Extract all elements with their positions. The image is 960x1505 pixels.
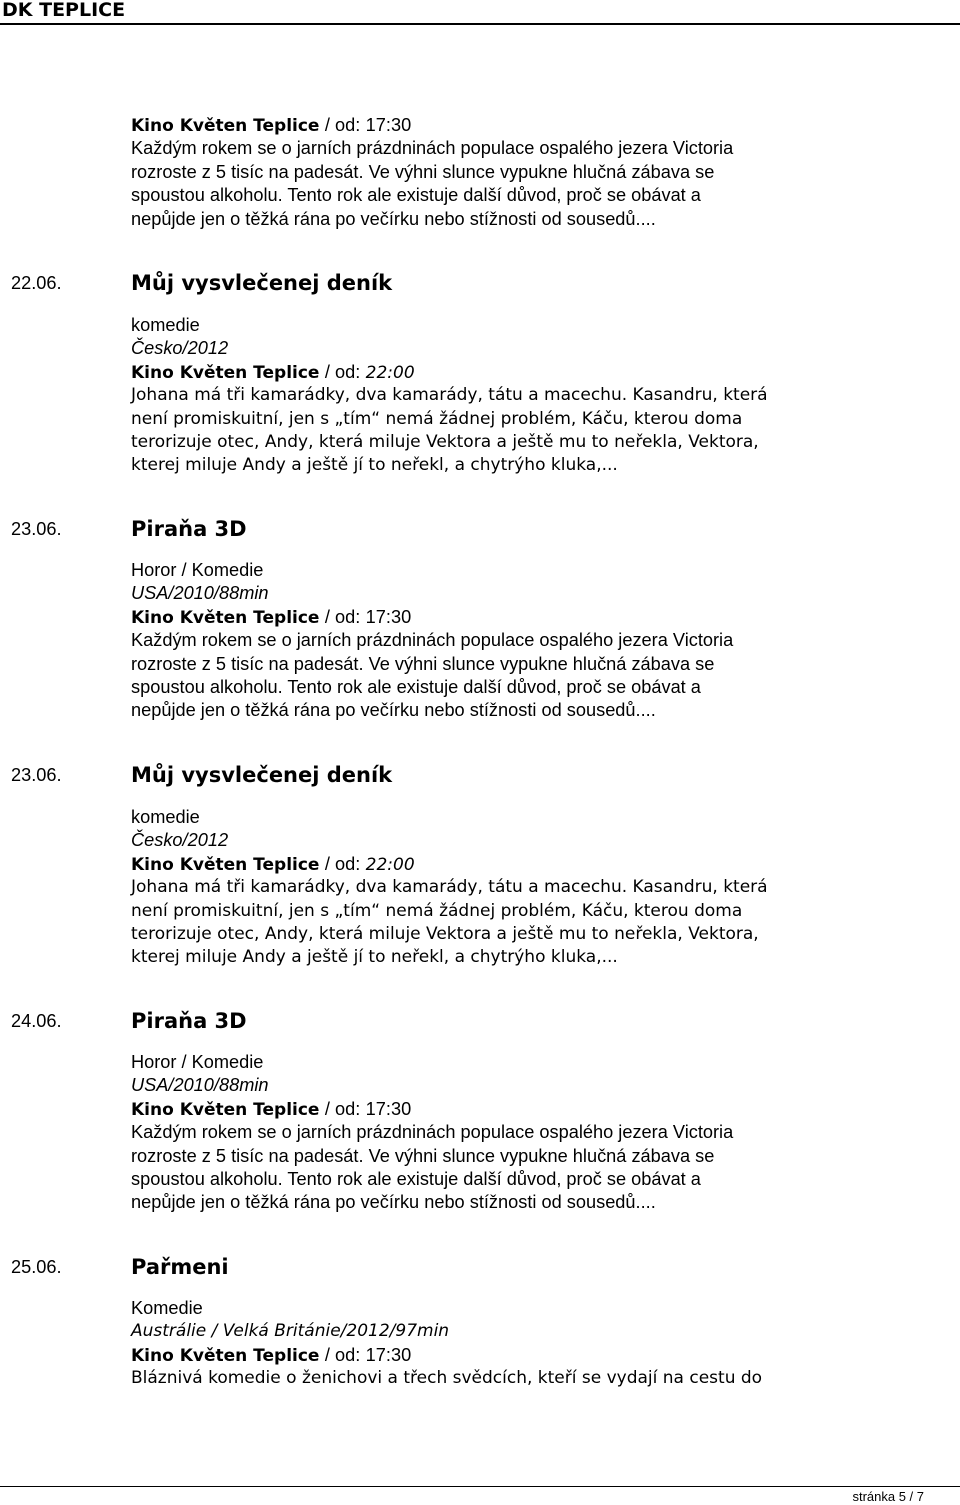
entry-date: 24.06. <box>11 1011 62 1031</box>
desc-line: Každým rokem se o jarních prázdninách populace ospalého jezera Victoria <box>131 630 734 651</box>
site-title: DK TEPLICE <box>2 0 126 21</box>
cinema-line <box>131 1098 931 1121</box>
continued-body <box>131 114 931 231</box>
entry-origin: Česko/2012 <box>131 338 229 359</box>
cinema-line <box>131 361 931 384</box>
desc-line: Každým rokem se o jarních prázdninách populace ospalého jezera Victoria <box>131 138 734 159</box>
show-time: 17:30 <box>365 1344 412 1365</box>
entry-title: Piraňa 3D <box>131 517 247 541</box>
desc-line: kterej miluje Andy a ještě jí to neřekl, a chytrýho kluka,... <box>131 455 618 476</box>
time-prefix: / od: <box>324 606 361 627</box>
desc-line: nepůjde jen o těžká rána po večírku nebo stížnosti od sousedů.... <box>131 1192 656 1213</box>
desc-line: Bláznivá komedie o ženichovi a třech svědcích, kteří se vydají na cestu do <box>131 1368 763 1389</box>
entry-title: Můj vysvlečenej deník <box>131 763 393 787</box>
entry-date: 22.06. <box>11 273 62 293</box>
desc-text: Johana má tři kamarádky, dva kamarády, tátu a macechu. Kasandru, která <box>131 385 768 406</box>
cinema-name: Kino Květen Teplice <box>131 1345 320 1366</box>
cinema-name: Kino Květen Teplice <box>131 607 320 628</box>
time-prefix: / od: <box>324 361 361 382</box>
show-time: 17:30 <box>365 115 412 135</box>
page-header <box>0 0 960 25</box>
entry-date: 23.06. <box>11 765 62 785</box>
time-prefix: / od: <box>324 1344 361 1365</box>
cinema-line <box>131 1344 931 1367</box>
desc-line: Každým rokem se o jarních prázdninách populace ospalého jezera Victoria <box>131 1122 734 1143</box>
desc-line: nepůjde jen o těžká rána po večírku nebo stížnosti od sousedů.... <box>131 208 656 229</box>
cinema-line <box>131 606 931 629</box>
entry-genre: komedie <box>131 807 200 827</box>
time-prefix: / od: <box>324 853 361 874</box>
entry-date: 25.06. <box>11 1257 62 1277</box>
cinema-line <box>131 853 931 876</box>
show-time: 17:30 <box>365 1098 412 1119</box>
desc-line: terorizuje otec, Andy, která miluje Vektora a ještě mu to neřekla, Vektora, <box>131 431 759 452</box>
entry-genre: komedie <box>131 315 200 335</box>
desc-line: není promiskuitní, jen s „tím“ nemá žádnej problém, Káču, kterou doma <box>131 408 743 429</box>
entry-title: Pařmeni <box>131 1255 229 1279</box>
desc-line: spoustou alkoholu. Tento rok ale existuje další důvod, proč se obávat a <box>131 1168 701 1189</box>
time-prefix: / od: <box>324 1098 361 1119</box>
entry-body <box>131 1051 931 1215</box>
entry-body <box>131 806 931 970</box>
entry-body <box>131 1297 931 1391</box>
entry-genre: Komedie <box>131 1298 203 1318</box>
entry-date: 23.06. <box>11 519 62 539</box>
entry-genre: Horor / Komedie <box>131 560 264 580</box>
entry-title: Můj vysvlečenej deník <box>131 271 393 295</box>
cinema-name: Kino Květen Teplice <box>131 854 320 875</box>
desc-line: rozroste z 5 tisíc na padesát. Ve výhni slunce vypukne hlučná zábava se <box>131 161 715 182</box>
cinema-name: Kino Květen Teplice <box>131 116 320 136</box>
entry-origin: USA/2010/88min <box>131 583 269 604</box>
show-time: 22:00 <box>365 362 415 383</box>
entry-title: Piraňa 3D <box>131 1009 247 1033</box>
entry-origin: Česko/2012 <box>131 830 229 851</box>
cinema-line <box>131 114 931 137</box>
desc-line: rozroste z 5 tisíc na padesát. Ve výhni slunce vypukne hlučná zábava se <box>131 1145 715 1166</box>
entry-genre: Horor / Komedie <box>131 1052 264 1072</box>
cinema-name: Kino Květen Teplice <box>131 1099 320 1120</box>
desc-line: spoustou alkoholu. Tento rok ale existuje další důvod, proč se obávat a <box>131 676 701 697</box>
desc-line: terorizuje otec, Andy, která miluje Vektora a ještě mu to neřekla, Vektora, <box>131 923 759 944</box>
desc-line <box>131 384 931 407</box>
time-prefix: / od: <box>324 115 361 135</box>
desc-line: nepůjde jen o těžká rána po večírku nebo stížnosti od sousedů.... <box>131 700 656 721</box>
desc-line: spoustou alkoholu. Tento rok ale existuje další důvod, proč se obávat a <box>131 185 701 206</box>
page-footer <box>0 1486 960 1505</box>
entry-body <box>131 559 931 723</box>
desc-line: kterej miluje Andy a ještě jí to neřekl, a chytrýho kluka,... <box>131 947 618 968</box>
page-number: stránka 5 / 7 <box>852 1489 924 1504</box>
entry-origin: Austrálie / Velká Británie/2012/97min <box>131 1321 450 1342</box>
entry-origin: USA/2010/88min <box>131 1075 269 1096</box>
cinema-name: Kino Květen Teplice <box>131 362 320 383</box>
desc-line: rozroste z 5 tisíc na padesát. Ve výhni slunce vypukne hlučná zábava se <box>131 653 715 674</box>
entry-body <box>131 314 931 478</box>
desc-line: Johana má tři kamarádky, dva kamarády, tátu a macechu. Kasandru, která <box>131 877 768 898</box>
show-time: 22:00 <box>365 854 415 875</box>
desc-line: není promiskuitní, jen s „tím“ nemá žádnej problém, Káču, kterou doma <box>131 900 743 921</box>
show-time: 17:30 <box>365 606 412 627</box>
